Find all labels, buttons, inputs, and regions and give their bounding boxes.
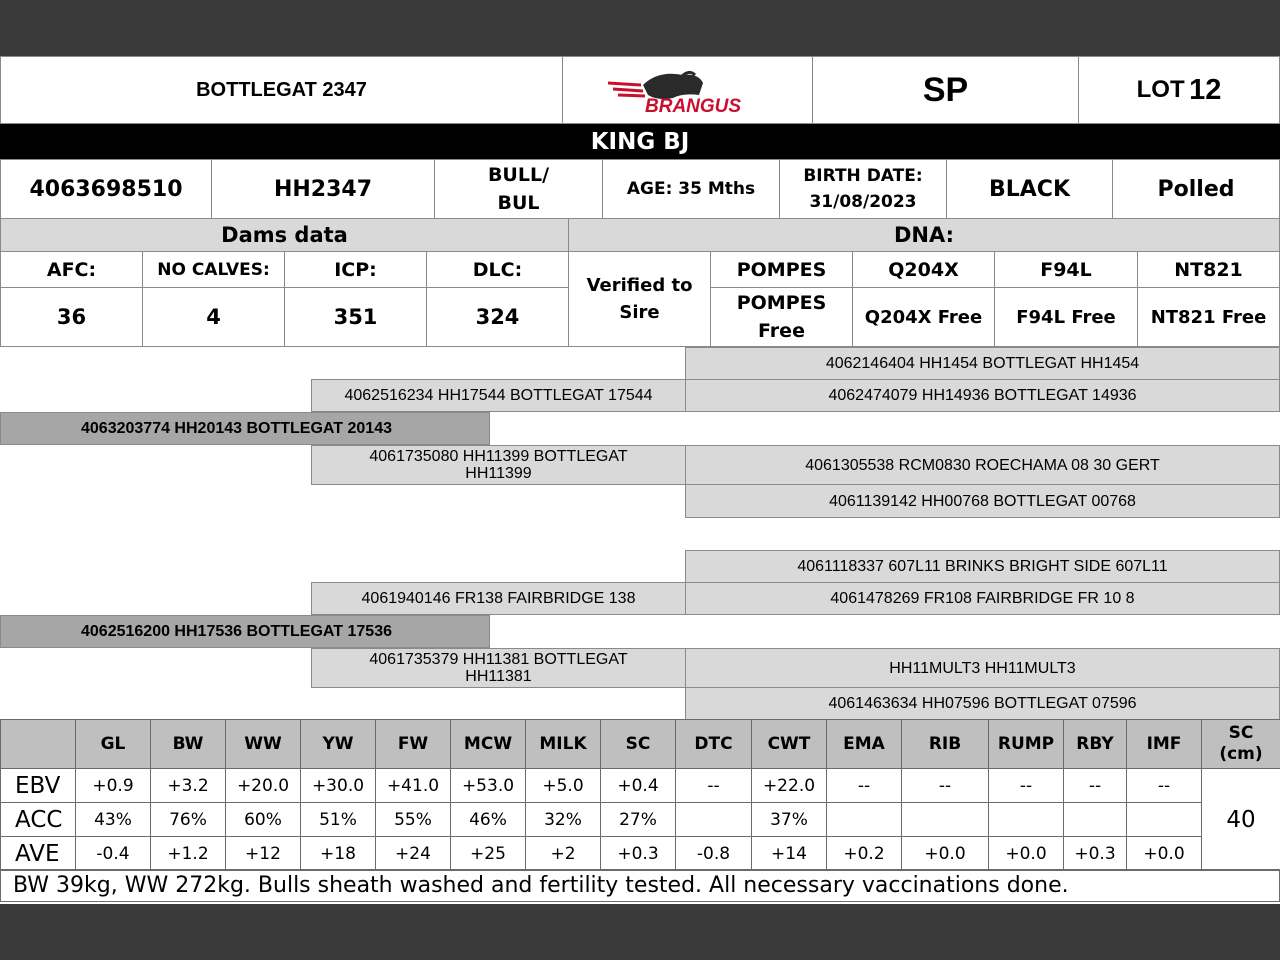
dna-result-line2: Free [758,320,805,342]
ebv-cell: -- [989,769,1064,803]
dna-result-f94l [994,287,1138,347]
pedigree-sire-dam-sire [685,445,1280,485]
dna-result-text: F94L Free [1016,306,1116,328]
dna-result-q204x [852,287,995,347]
dna-test-q204x [852,251,995,288]
colour [946,159,1113,219]
ave-cell: +0.3 [1064,837,1127,871]
pedigree-text: 4062474079 HH14936 BOTTLEGAT 14936 [828,387,1137,404]
birth-label: BIRTH DATE: [803,166,923,186]
calves-label-text: NO CALVES: [157,259,270,280]
acc-cell: 76% [151,803,226,837]
acc-cell [989,803,1064,837]
ebv-header-row [1,720,1280,769]
pedigree-text: 4061118337 607L11 BRINKS BRIGHT SIDE 607L11 [797,558,1168,575]
pedigree-sire-sire-sire [685,347,1280,380]
sex [434,159,603,219]
ebv-header-cell: IMF [1127,720,1202,769]
ebv-cell: +0.9 [76,769,151,803]
verified-line1: Verified to [586,275,693,296]
pedigree-sire-dam-dam [685,484,1280,518]
ebv-cell: -- [1064,769,1127,803]
dna-title: DNA: [893,223,955,247]
ebv-cell: +30.0 [301,769,376,803]
ave-cell: +0.0 [902,837,989,871]
pedigree-dam-sire [311,582,686,615]
ebv-header-cell: WW [226,720,301,769]
lot-number: 12 [1189,73,1222,106]
ebv-header-cell: GL [76,720,151,769]
reg-number-text: 4063698510 [29,176,183,202]
afc-label [0,251,143,288]
ave-cell: +18 [301,837,376,871]
acc-cell [1127,803,1202,837]
ave-cell: +12 [226,837,301,871]
calves-label [142,251,285,288]
lot-label [1078,56,1280,124]
ave-cell: +25 [451,837,526,871]
pedigree-dam [0,615,490,648]
acc-cell: 46% [451,803,526,837]
sc-cm-line1: SC [1228,723,1254,743]
dna-result-nt821 [1137,287,1280,347]
ebv-cell: -- [676,769,752,803]
verified-line2: Sire [619,302,660,323]
animal-name-bar [0,124,1280,159]
dna-result-text: Q204X Free [864,306,983,328]
sc-cm-header [1202,720,1280,769]
row-label: AVE [1,837,76,871]
ave-cell: -0.4 [76,837,151,871]
pedigree-dam-sire-dam [685,582,1280,615]
dna-test-name: NT821 [1174,258,1243,281]
sp-label [812,56,1079,124]
row-label: EBV [1,769,76,803]
ebv-cell: +3.2 [151,769,226,803]
row-label: ACC [1,803,76,837]
ebv-cell: +0.4 [601,769,676,803]
icp-value-text: 351 [333,305,378,329]
dna-header [568,218,1280,252]
acc-cell: 37% [752,803,827,837]
acc-cell: 43% [76,803,151,837]
pedigree-text: 4062516200 HH17536 BOTTLEGAT 17536 [81,623,392,640]
icp-value [284,287,427,347]
ave-cell: +24 [376,837,451,871]
lot-prefix: LOT [1136,76,1185,103]
ebv-header-cell: SC [601,720,676,769]
ebv-header-cell: EMA [827,720,902,769]
ebv-header-cell: MCW [451,720,526,769]
pedigree-text: 4061305538 RCM0830 ROECHAMA 08 30 GERT [805,456,1160,474]
acc-cell: 60% [226,803,301,837]
pedigree-sire [0,412,490,445]
acc-cell [1064,803,1127,837]
dams-data-header [0,218,569,252]
age-text: AGE: 35 Mths [626,179,756,199]
pedigree-text-line1: 4061735379 HH11381 BOTTLEGAT [369,651,628,668]
icp-label [284,251,427,288]
ave-cell: +2 [526,837,601,871]
ebv-cell: -- [1127,769,1202,803]
pedigree-text: 4061478269 FR108 FAIRBRIDGE FR 10 8 [830,590,1135,607]
pedigree-text: 4061463634 HH07596 BOTTLEGAT 07596 [828,695,1137,712]
logo-text: BRANGUS [644,96,741,115]
dna-result-text: NT821 Free [1150,306,1267,328]
birth-date-text: 31/08/2023 [809,192,917,212]
pedigree-text-line2: HH11399 [465,465,532,482]
acc-cell: 55% [376,803,451,837]
ebv-cell: +20.0 [226,769,301,803]
pedigree-dam-sire-sire [685,550,1280,583]
dna-test-pompes [710,251,853,288]
acc-cell [676,803,752,837]
ebv-header-cell: DTC [676,720,752,769]
dna-result-line1: POMPES [736,292,827,314]
dlc-label [426,251,569,288]
acc-cell [902,803,989,837]
dlc-value [426,287,569,347]
ebv-cell: +53.0 [451,769,526,803]
icp-label-text: ICP: [334,258,377,281]
ave-cell: +0.3 [601,837,676,871]
calves-value-text: 4 [206,305,221,329]
sex-line1: BULL/ [487,164,550,186]
brangus-logo [562,56,813,124]
ebv-header-cell: BW [151,720,226,769]
ebv-header-cell: YW [301,720,376,769]
dna-test-name: POMPES [736,258,827,281]
pedigree-text: HH11MULT3 HH11MULT3 [889,659,1076,677]
horn-status [1112,159,1280,219]
dna-test-name: F94L [1040,258,1092,281]
ebv-cell: -- [827,769,902,803]
pedigree-text: 4062146404 HH1454 BOTTLEGAT HH1454 [825,355,1140,372]
sp-text: SP [922,70,969,109]
acc-row [1,803,1280,837]
colour-text: BLACK [988,176,1070,202]
acc-cell: 51% [301,803,376,837]
ebv-cell: -- [902,769,989,803]
ebv-table [0,719,1280,871]
pedigree-sire-dam [311,445,686,485]
herd-name [0,56,563,124]
ebv-header-cell: FW [376,720,451,769]
dlc-value-text: 324 [475,305,520,329]
lot-card [0,56,1280,904]
ebv-cell: +41.0 [376,769,451,803]
calves-value [142,287,285,347]
sc-cm-value: 40 [1202,769,1280,871]
ebv-row [1,769,1280,803]
pedigree-text: 4063203774 HH20143 BOTTLEGAT 20143 [81,420,392,437]
ave-cell: +14 [752,837,827,871]
ebv-header-cell: RBY [1064,720,1127,769]
afc-label-text: AFC: [46,258,97,281]
animal-name: KING BJ [590,128,690,155]
ebv-header-cell: RUMP [989,720,1064,769]
acc-cell [827,803,902,837]
ave-cell: +0.0 [1127,837,1202,871]
afc-value [0,287,143,347]
pedigree-text: 4062516234 HH17544 BOTTLEGAT 17544 [344,387,653,404]
acc-cell: 32% [526,803,601,837]
herd-id-text: HH2347 [273,176,373,202]
comment-text: BW 39kg, WW 272kg. Bulls sheath washed and fertility tested. All necessary vaccinations done. [13,873,1069,898]
dna-test-name: Q204X [888,258,959,281]
pedigree-text-line2: HH11381 [465,668,532,685]
horn-text: Polled [1157,176,1235,202]
dna-result-pompes [710,287,853,347]
pedigree-sire-sire-dam [685,379,1280,412]
afc-value-text: 36 [56,305,87,329]
sc-cm-line2: (cm) [1219,744,1263,764]
ave-row [1,837,1280,871]
herd-id [211,159,435,219]
herd-name-text: BOTTLEGAT 2347 [196,78,367,101]
pedigree-dam-dam-dam [685,687,1280,720]
bull-logo-icon [603,65,773,115]
pedigree-dam-dam-sire [685,648,1280,688]
ebv-cell: +5.0 [526,769,601,803]
sex-line2: BUL [497,192,540,214]
age [602,159,780,219]
ave-cell: -0.8 [676,837,752,871]
ebv-header-cell: MILK [526,720,601,769]
dlc-label-text: DLC: [472,258,523,281]
pedigree-sire-sire [311,379,686,412]
acc-cell: 27% [601,803,676,837]
pedigree-text-line1: 4061735080 HH11399 BOTTLEGAT [369,448,628,465]
reg-number [0,159,212,219]
pedigree-text: 4061139142 HH00768 BOTTLEGAT 00768 [829,492,1136,510]
dams-title: Dams data [221,223,348,247]
ebv-cell: +22.0 [752,769,827,803]
dna-test-f94l [994,251,1138,288]
pedigree-text: 4061940146 FR138 FAIRBRIDGE 138 [361,590,636,607]
ebv-corner-cell [1,720,76,769]
birth-date [779,159,947,219]
comment-line [0,869,1280,902]
dna-test-nt821 [1137,251,1280,288]
ave-cell: +1.2 [151,837,226,871]
verified-to-sire [568,251,711,347]
ebv-header-cell: RIB [902,720,989,769]
ebv-header-cell: CWT [752,720,827,769]
ave-cell: +0.0 [989,837,1064,871]
pedigree-dam-dam [311,648,686,688]
ave-cell: +0.2 [827,837,902,871]
